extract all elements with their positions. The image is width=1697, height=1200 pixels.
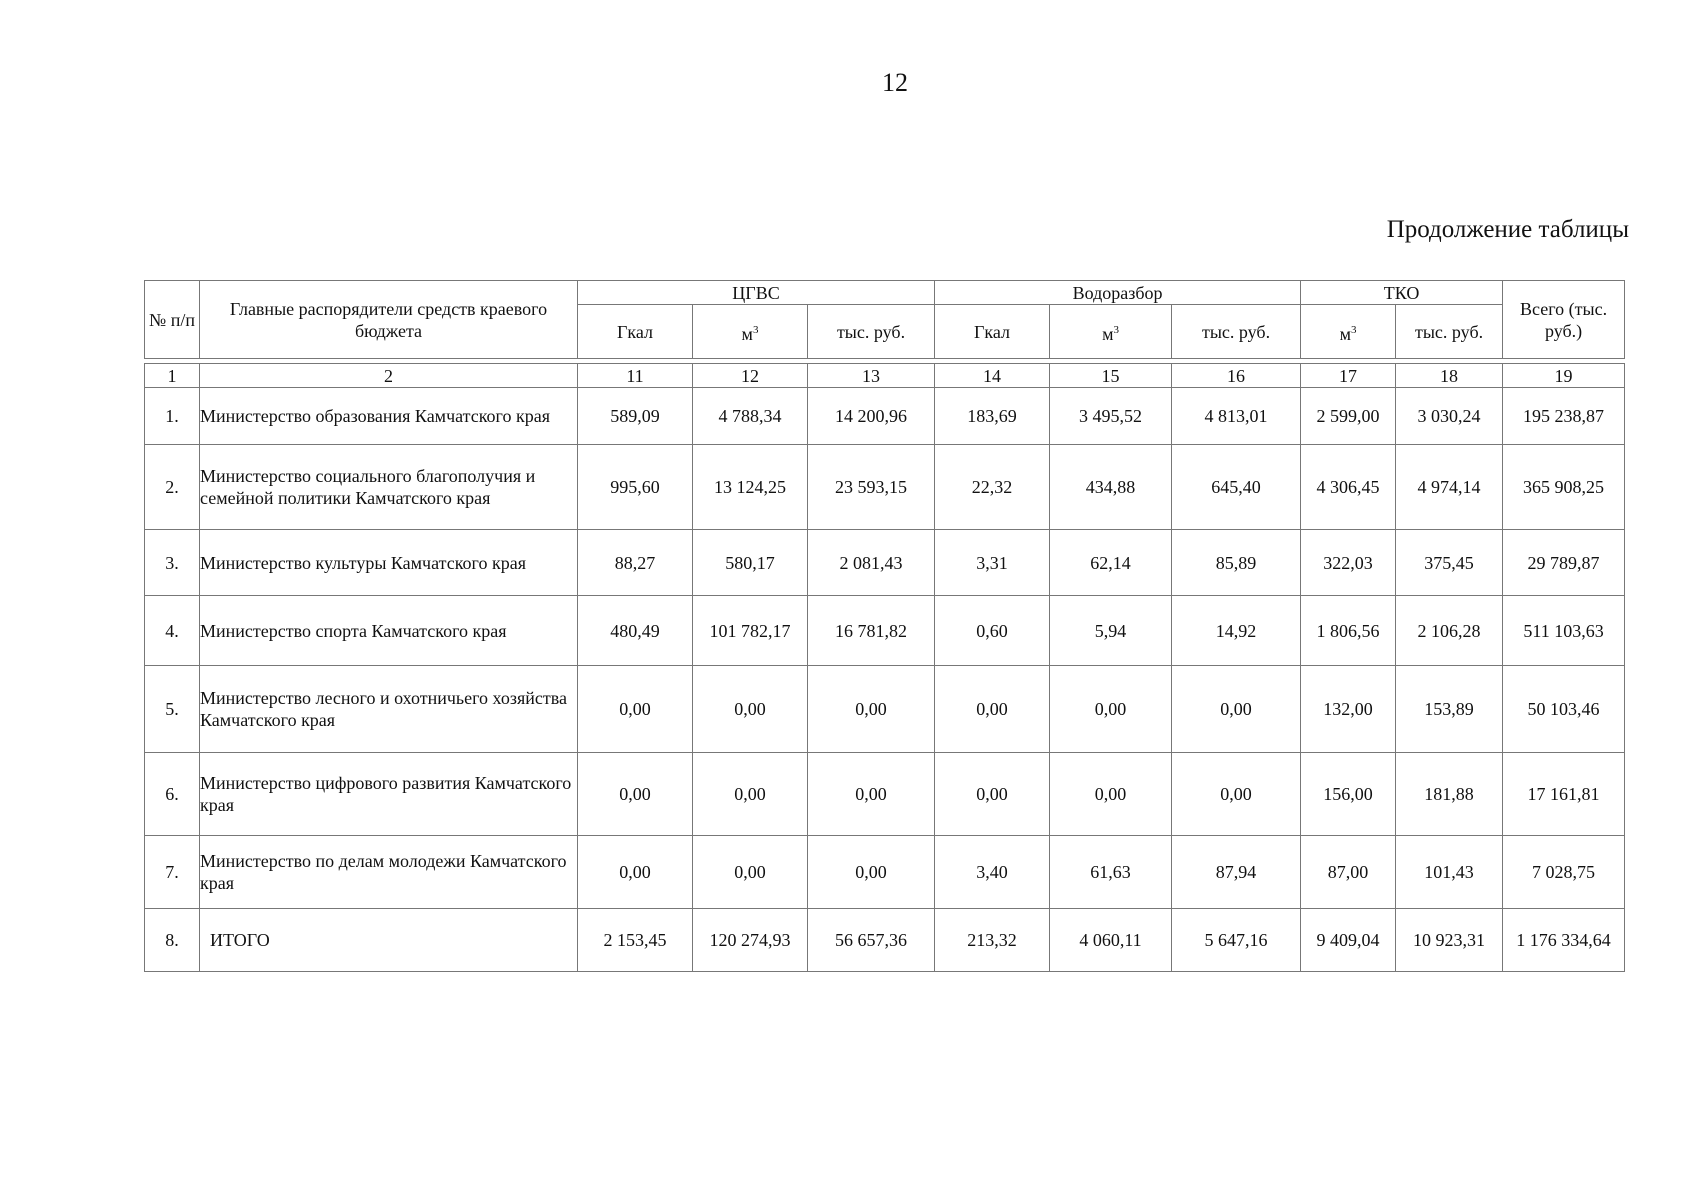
cell-value: 14 200,96 [808, 388, 935, 445]
cell-value: 0,00 [935, 666, 1050, 753]
cell-value: 4 974,14 [1396, 445, 1503, 530]
column-number: 14 [935, 364, 1050, 388]
cell-value: 0,00 [578, 753, 693, 836]
cell-value: 23 593,15 [808, 445, 935, 530]
row-name: Министерство образования Камчатского края [200, 388, 578, 445]
cell-value: 101,43 [1396, 836, 1503, 909]
page-number: 12 [882, 68, 908, 97]
cell-value: 3,31 [935, 530, 1050, 596]
budget-table [144, 280, 1625, 972]
cell-value: 4 060,11 [1050, 909, 1172, 972]
cell-value: 0,00 [578, 836, 693, 909]
header-group-tko: ТКО [1301, 281, 1503, 305]
unit-header: Гкал [935, 305, 1050, 359]
cell-value: 0,00 [578, 666, 693, 753]
unit-header: $м^3$ [693, 305, 808, 359]
cell-total: 195 238,87 [1503, 388, 1625, 445]
row-num: 6. [145, 753, 200, 836]
cell-value: 56 657,36 [808, 909, 935, 972]
cell-value: 88,27 [578, 530, 693, 596]
header-group-vodorazbor: Водоразбор [935, 281, 1301, 305]
cell-value: 0,00 [693, 666, 808, 753]
cell-value: 2 106,28 [1396, 596, 1503, 666]
cell-value: 5 647,16 [1172, 909, 1301, 972]
column-number: 13 [808, 364, 935, 388]
column-number: 16 [1172, 364, 1301, 388]
row-name: Министерство по делам молодежи Камчатского края [200, 836, 578, 909]
table-row [145, 388, 1625, 445]
cell-total: 7 028,75 [1503, 836, 1625, 909]
cell-value: 0,00 [1172, 753, 1301, 836]
cell-value: 2 081,43 [808, 530, 935, 596]
continuation-label: Продолжение таблицы [1386, 216, 1629, 243]
cell-value: 0,00 [1172, 666, 1301, 753]
table-row [145, 445, 1625, 530]
cell-value: 480,49 [578, 596, 693, 666]
cell-value: 2 153,45 [578, 909, 693, 972]
row-num: 2. [145, 445, 200, 530]
column-numbers-row [145, 364, 1625, 388]
table-row [145, 530, 1625, 596]
row-num: 7. [145, 836, 200, 909]
unit-header: Гкал [578, 305, 693, 359]
cell-value: 375,45 [1396, 530, 1503, 596]
row-name: Министерство лесного и охотничьего хозяйства Камчатского края [200, 666, 578, 753]
cell-value: 120 274,93 [693, 909, 808, 972]
cell-value: 434,88 [1050, 445, 1172, 530]
cell-value: 16 781,82 [808, 596, 935, 666]
cell-value: 9 409,04 [1301, 909, 1396, 972]
cell-value: 2 599,00 [1301, 388, 1396, 445]
cell-value: 22,32 [935, 445, 1050, 530]
cell-value: 87,00 [1301, 836, 1396, 909]
cell-total: 1 176 334,64 [1503, 909, 1625, 972]
cell-value: 4 306,45 [1301, 445, 1396, 530]
cell-value: 101 782,17 [693, 596, 808, 666]
cell-value: 589,09 [578, 388, 693, 445]
unit-header: тыс. руб. [1172, 305, 1301, 359]
column-number: 19 [1503, 364, 1625, 388]
cell-value: 4 813,01 [1172, 388, 1301, 445]
cell-value: 580,17 [693, 530, 808, 596]
row-name: Министерство культуры Камчатского края [200, 530, 578, 596]
cell-value: 153,89 [1396, 666, 1503, 753]
cell-total: 17 161,81 [1503, 753, 1625, 836]
table-row [145, 836, 1625, 909]
cell-total: 50 103,46 [1503, 666, 1625, 753]
cell-total: 29 789,87 [1503, 530, 1625, 596]
header-name: Главные распорядители средств краевого бюджета [200, 281, 578, 359]
header-group-cgvs: ЦГВС [578, 281, 935, 305]
table-row [145, 596, 1625, 666]
unit-header: $м^3$ [1301, 305, 1396, 359]
unit-header: тыс. руб. [808, 305, 935, 359]
table-row [145, 753, 1625, 836]
cell-value: 85,89 [1172, 530, 1301, 596]
row-name: Министерство социального благополучия и семейной политики Камчатского края [200, 445, 578, 530]
cell-value: 14,92 [1172, 596, 1301, 666]
cell-value: 62,14 [1050, 530, 1172, 596]
cell-value: 322,03 [1301, 530, 1396, 596]
column-number: 1 [145, 364, 200, 388]
cell-total: 511 103,63 [1503, 596, 1625, 666]
cell-value: 10 923,31 [1396, 909, 1503, 972]
cell-value: 0,00 [1050, 753, 1172, 836]
cell-value: 0,00 [693, 836, 808, 909]
cell-value: 156,00 [1301, 753, 1396, 836]
row-name: ИТОГО [200, 909, 578, 972]
cell-value: 87,94 [1172, 836, 1301, 909]
cell-value: 1 806,56 [1301, 596, 1396, 666]
cell-value: 5,94 [1050, 596, 1172, 666]
cell-value: 3 030,24 [1396, 388, 1503, 445]
cell-value: 645,40 [1172, 445, 1301, 530]
cell-value: 0,00 [693, 753, 808, 836]
cell-value: 213,32 [935, 909, 1050, 972]
table-row [145, 666, 1625, 753]
cell-value: 0,00 [1050, 666, 1172, 753]
column-number: 15 [1050, 364, 1172, 388]
budget-table-container [144, 280, 1624, 972]
column-number: 17 [1301, 364, 1396, 388]
cell-value: 0,60 [935, 596, 1050, 666]
unit-header: тыс. руб. [1396, 305, 1503, 359]
cell-value: 0,00 [808, 753, 935, 836]
cell-value: 13 124,25 [693, 445, 808, 530]
row-name: Министерство цифрового развития Камчатского края [200, 753, 578, 836]
header-total: Всего (тыс. руб.) [1503, 281, 1625, 359]
column-number: 2 [200, 364, 578, 388]
cell-value: 4 788,34 [693, 388, 808, 445]
cell-value: 132,00 [1301, 666, 1396, 753]
row-num: 1. [145, 388, 200, 445]
cell-value: 0,00 [808, 836, 935, 909]
cell-value: 183,69 [935, 388, 1050, 445]
cell-value: 61,63 [1050, 836, 1172, 909]
cell-value: 181,88 [1396, 753, 1503, 836]
row-num: 3. [145, 530, 200, 596]
cell-total: 365 908,25 [1503, 445, 1625, 530]
header-num: № п/п [145, 281, 200, 359]
row-num: 4. [145, 596, 200, 666]
row-num: 5. [145, 666, 200, 753]
row-name: Министерство спорта Камчатского края [200, 596, 578, 666]
cell-value: 3 495,52 [1050, 388, 1172, 445]
table-row-total [145, 909, 1625, 972]
cell-value: 995,60 [578, 445, 693, 530]
unit-header: $м^3$ [1050, 305, 1172, 359]
column-number: 12 [693, 364, 808, 388]
cell-value: 3,40 [935, 836, 1050, 909]
column-number: 18 [1396, 364, 1503, 388]
cell-value: 0,00 [935, 753, 1050, 836]
row-num: 8. [145, 909, 200, 972]
cell-value: 0,00 [808, 666, 935, 753]
column-number: 11 [578, 364, 693, 388]
